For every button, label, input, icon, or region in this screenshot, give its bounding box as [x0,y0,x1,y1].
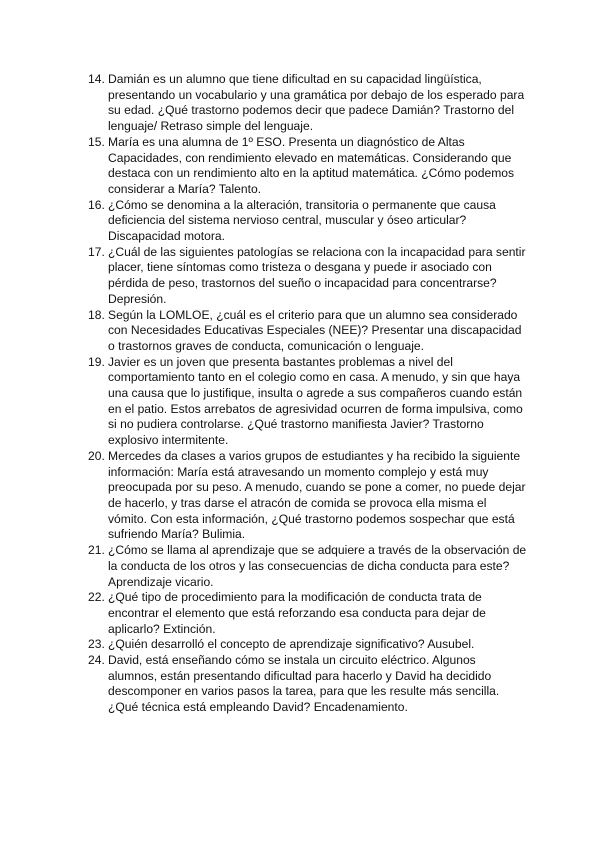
question-item [88,449,528,543]
question-text: David, está enseñando cómo se instala un circuito eléctrico. Algunos alumnos, están presentando dificultad para hacerlo y David ha decidido descomponer en varios pasos la tarea, para que les resulte más sencilla. ¿Qué técnica está empleando David? Encadenamiento. [108,653,500,715]
question-item [88,245,528,308]
question-number: 16. [88,197,105,212]
question-text: Damián es un alumno que tiene dificultad en su capacidad lingüística, presentando un vocabulario y una gramática por debajo de los esperado para su edad. ¿Qué trastorno podemos decir que padece Damián? Trastorno del lenguaje/ Retraso simple del lenguaje. [108,72,525,134]
question-text: María es una alumna de 1º ESO. Presenta un diagnóstico de Altas Capacidades, con rendimiento elevado en matemáticas. Considerando que destaca con un rendimiento alto en la aptitud matemática. ¿Cómo podemos considerar a María? Talento. [108,134,515,196]
question-text: ¿Cómo se denomina a la alteración, transitoria o permanente que causa deficiencia del sistema nervioso central, muscular y óseo articular? Discapacidad motora. [108,197,496,244]
question-item [88,308,528,355]
question-item [88,543,528,590]
question-text: Javier es un joven que presenta bastantes problemas a nivel del comportamiento tanto en el colegio como en casa. A menudo, y sin que haya una causa que lo justifique, insulta o agrede a sus compañeros cuando están en el patio. Estos arrebatos de agresividad ocurren de forma impulsiva, como si no pudiera controlarse. ¿Qué trastorno manifiesta Javier? Trastorno explosivo intermitente. [108,354,523,448]
question-item [88,355,528,449]
question-text: ¿Cuál de las siguientes patologías se relaciona con la incapacidad para sentir placer, tiene síntomas como tristeza o desgana y puede ir asociado con pérdida de peso, trastornos del sueño o incapacidad para concentrarse? Depresión. [108,244,526,306]
question-text: Según la LOMLOE, ¿cuál es el criterio para que un alumno sea considerado con Necesidades Educativas Especiales (NEE)? Presentar una discapacidad o trastornos graves de conducta, comunicación o lenguaje. [108,307,522,353]
question-number: 19. [88,354,105,369]
question-number: 22. [88,590,105,605]
question-item [88,653,528,716]
question-text: ¿Quién desarrolló el concepto de aprendizaje significativo? Ausubel. [108,637,475,652]
question-item [88,72,528,135]
question-number: 23. [88,637,105,652]
question-text: ¿Cómo se llama al aprendizaje que se adquiere a través de la observación de la conducta de los otros y las consecuencias de dicha conducta para este? Aprendizaje vicario. [108,543,527,589]
question-number: 20. [88,448,105,463]
question-text: ¿Qué tipo de procedimiento para la modificación de conducta trata de encontrar el elemento que está reforzando esa conducta para dejar de aplicarlo? Extinción. [108,590,486,636]
question-item [88,590,528,637]
question-list [88,72,528,716]
question-number: 24. [88,653,105,668]
question-number: 15. [88,134,105,149]
question-item [88,198,528,245]
question-number: 14. [88,72,105,86]
question-number: 21. [88,543,105,558]
question-text: Mercedes da clases a varios grupos de estudiantes y ha recibido la siguiente información: María está atravesando un momento complejo y está muy preocupada por su peso. A menudo, cuando se pone a comer, no puede dejar de hacerlo, y tras darse el atracón de comida se provoca ella misma el vómito. Con esta información, ¿Qué trastorno podemos sospechar que está sufriendo María? Bulimia. [108,448,526,542]
question-item [88,637,528,653]
question-number: 18. [88,307,105,322]
question-item [88,135,528,198]
question-number: 17. [88,244,105,259]
